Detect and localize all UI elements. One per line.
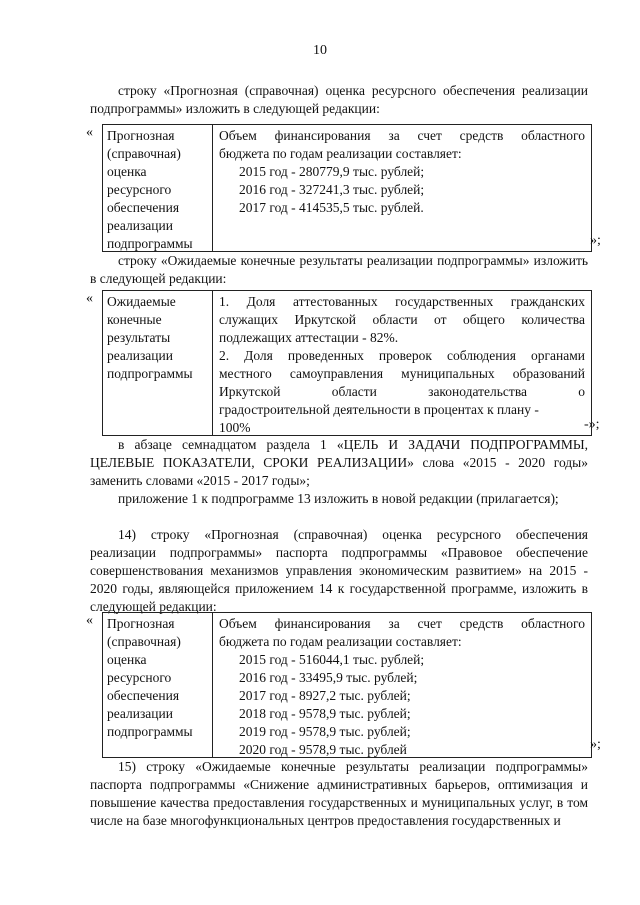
table-2-text-line: 2. Доля проведенных проверок соблюдения органами <box>219 348 585 363</box>
close-quote-1: »; <box>590 233 601 248</box>
table-3-year-line: 2017 год - 8927,2 тыс. рублей; <box>239 688 411 703</box>
table-3-label-cell <box>103 613 213 757</box>
table-1-label-line: Прогнозная <box>107 128 175 143</box>
table-1-label-line: подпрограммы <box>107 236 193 251</box>
table-3-label-line: оценка <box>107 652 147 667</box>
table-1-label-line: оценка <box>107 164 147 179</box>
table-2-label-cell <box>103 291 213 435</box>
table-3-year-line: 2016 год - 33495,9 тыс. рублей; <box>239 670 418 685</box>
open-quote-2: « <box>86 291 93 306</box>
table-2-value-cell <box>213 291 591 435</box>
table-2-text-line: служащих Иркутской области от общего количества <box>219 312 585 327</box>
page-number: 10 <box>313 43 327 58</box>
table-resource-estimate-2 <box>102 612 592 758</box>
table-1-label-line: обеспечения <box>107 200 180 215</box>
close-quote-2: -»; <box>584 417 600 432</box>
paragraph-6: 15) строку «Ожидаемые конечные результаты реализации подпрограммы» паспорта подпрограммы «Снижение административных барьеров, оптимизация и повышение качества предоставления государственных и муниципальных услуг, в том числе на базе многофункциональных центров предоставления государственных и <box>90 759 588 828</box>
table-resource-estimate-1 <box>102 124 592 252</box>
table-1-label-line: (справочная) <box>107 146 181 161</box>
table-2-label-line: конечные <box>107 312 162 327</box>
open-quote-1: « <box>86 125 93 140</box>
table-2-text-line: местного самоуправления муниципальных образований <box>219 366 585 381</box>
table-2-label-line: Ожидаемые <box>107 294 176 309</box>
table-3-year-line: 2018 год - 9578,9 тыс. рублей; <box>239 706 411 721</box>
table-2-text-line: Иркутской области законодательства о <box>219 384 585 399</box>
table-3-label-line: ресурсного <box>107 670 172 685</box>
table-3-label-line: (справочная) <box>107 634 181 649</box>
table-3-label-line: подпрограммы <box>107 724 193 739</box>
table-3-year-line: 2015 год - 516044,1 тыс. рублей; <box>239 652 425 667</box>
table-1-intro-line: бюджета по годам реализации составляет: <box>219 146 462 161</box>
open-quote-3: « <box>86 613 93 628</box>
table-1-intro-line: Объем финансирования за счет средств областного <box>219 128 585 143</box>
table-2-text-line: градостроительной деятельности в процентах к плану - <box>219 402 539 417</box>
table-2-label-line: подпрограммы <box>107 366 193 381</box>
table-3-value-cell <box>213 613 591 757</box>
table-3-year-line: 2020 год - 9578,9 тыс. рублей <box>239 742 407 757</box>
paragraph-2: строку «Ожидаемые конечные результаты реализации подпрограммы» изложить в следующей редакции: <box>90 253 588 286</box>
table-3-year-line: 2019 год - 9578,9 тыс. рублей; <box>239 724 411 739</box>
table-2-label-line: результаты <box>107 330 171 345</box>
table-2-text-line: 100% <box>219 420 251 435</box>
table-3-intro-line: бюджета по годам реализации составляет: <box>219 634 462 649</box>
table-1-year-line: 2015 год - 280779,9 тыс. рублей; <box>239 164 425 179</box>
table-1-year-line: 2016 год - 327241,3 тыс. рублей; <box>239 182 425 197</box>
paragraph-1: строку «Прогнозная (справочная) оценка ресурсного обеспечения реализации подпрограммы» изложить в следующей редакции: <box>90 83 588 116</box>
table-1-label-line: ресурсного <box>107 182 172 197</box>
table-3-label-line: Прогнозная <box>107 616 175 631</box>
table-1-label-line: реализации <box>107 218 173 233</box>
table-2-label-line: реализации <box>107 348 173 363</box>
paragraph-3: в абзаце семнадцатом раздела 1 «ЦЕЛЬ И ЗАДАЧИ ПОДПРОГРАММЫ, ЦЕЛЕВЫЕ ПОКАЗАТЕЛИ, СРОКИ РЕАЛИЗАЦИИ» слова «2015 - 2020 годы» заменить словами «2015 - 2017 годы»; <box>90 437 588 488</box>
table-3-intro-line: Объем финансирования за счет средств областного <box>219 616 585 631</box>
table-2-text-line: 1. Доля аттестованных государственных гражданских <box>219 294 585 309</box>
paragraph-4: приложение 1 к подпрограмме 13 изложить в новой редакции (прилагается); <box>118 491 559 506</box>
table-1-value-cell <box>213 125 591 251</box>
close-quote-3: »; <box>590 737 601 752</box>
table-2-text-line: подлежащих аттестации - 82%. <box>219 330 399 345</box>
table-expected-results <box>102 290 592 436</box>
table-1-year-line: 2017 год - 414535,5 тыс. рублей. <box>239 200 424 215</box>
table-3-label-line: обеспечения <box>107 688 180 703</box>
paragraph-5: 14) строку «Прогнозная (справочная) оценка ресурсного обеспечения реализации подпрограммы» паспорта подпрограммы «Правовое обеспечение совершенствования механизмов управления экономическим развитием» на 2015 - 2020 годы, являющейся приложением 14 к государственной программе, изложить в следующей редакции: <box>90 527 588 614</box>
table-3-label-line: реализации <box>107 706 173 721</box>
table-1-label-cell <box>103 125 213 251</box>
